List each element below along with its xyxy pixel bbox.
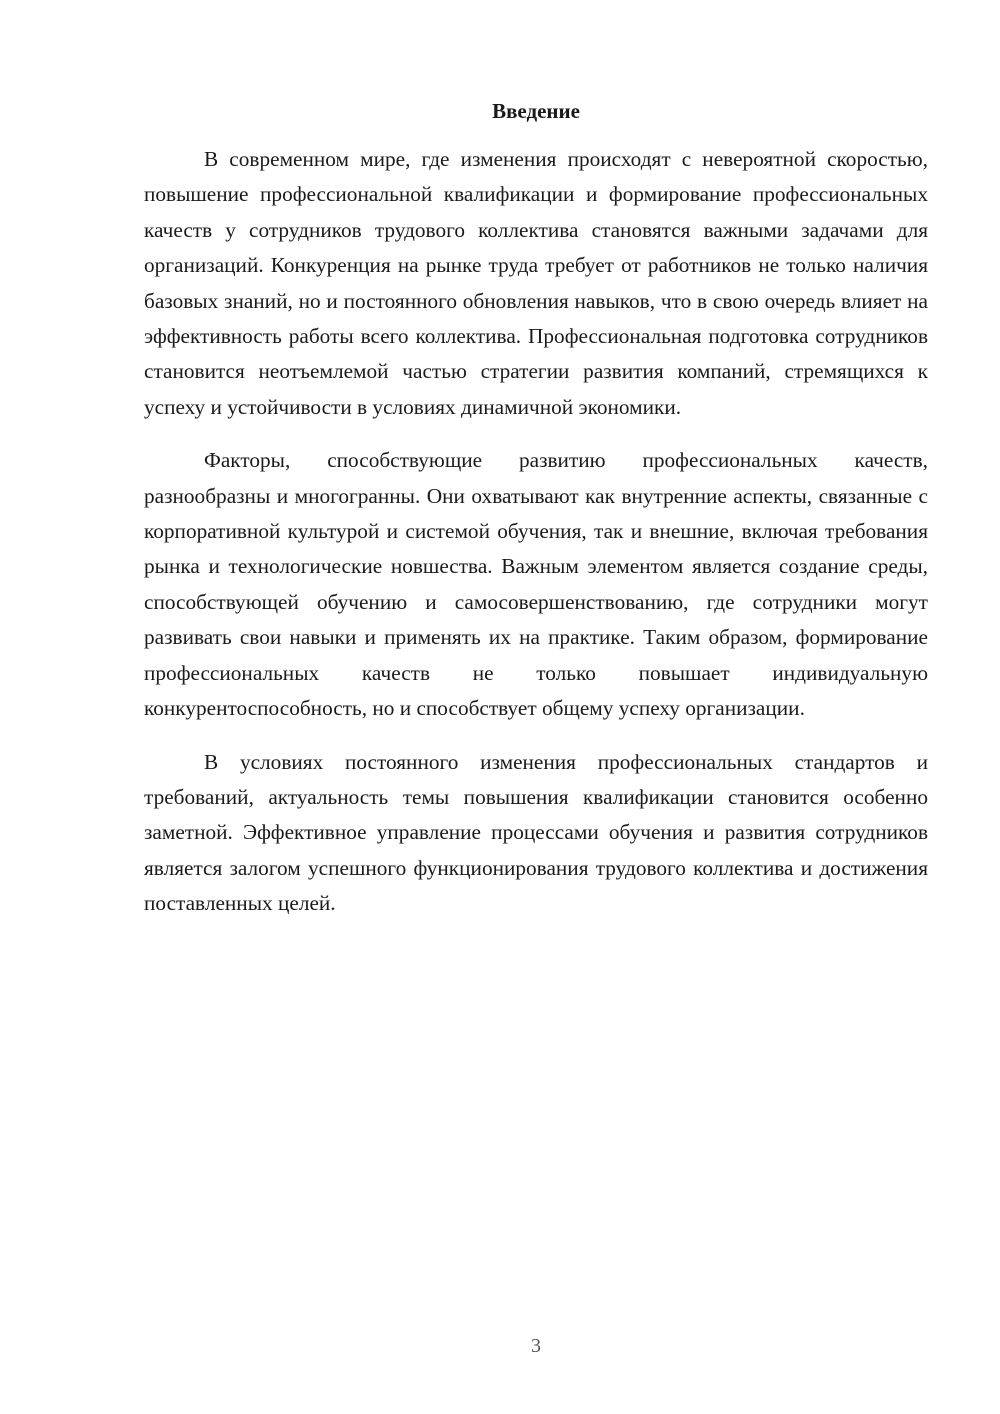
body-text [144,142,928,940]
paragraph-1: В современном мире, где изменения происходят с невероятной скоростью, повышение профессиональной квалификации и формирование профессиональных качеств у сотрудников трудового коллектива становятся важными задачами для организаций. Конкуренция на рынке труда требует от работников не только наличия базовых знаний, но и постоянного обновления навыков, что в свою очередь влияет на эффективность работы всего коллектива. Профессиональная подготовка сотрудников становится неотъемлемой частью стратегии развития компаний, стремящихся к успеху и устойчивости в условиях динамичной экономики. [144,147,928,419]
paragraph-2: Факторы, способствующие развитию профессиональных качеств, разнообразны и многогранны. Они охватывают как внутренние аспекты, связанные с корпоративной культурой и системой обучения, так и внешние, включая требования рынка и технологические новшества. Важным элементом является создание среды, способствующей обучению и самосовершенствованию, где сотрудники могут развивать свои навыки и применять их на практике. Таким образом, формирование профессиональных качеств не только повышает индивидуальную конкурентоспособность, но и способствует общему успеху организации. [144,448,928,721]
page-number: 3 [531,1335,541,1357]
section-heading: Введение [492,99,580,123]
paragraph-3: В условиях постоянного изменения профессиональных стандартов и требований, актуальность темы повышения квалификации становится особенно заметной. Эффективное управление процессами обучения и развития сотрудников является залогом успешного функционирования трудового коллектива и достижения поставленных целей. [144,749,928,916]
